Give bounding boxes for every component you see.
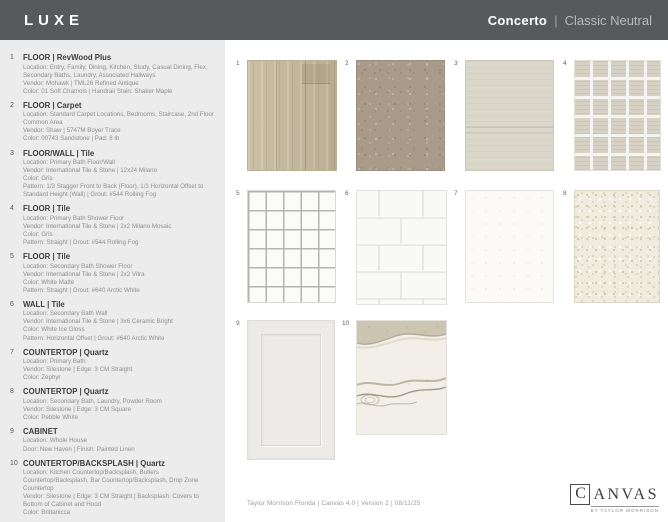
spec-item-floor-carpet — [10, 101, 217, 144]
spec-location: Location: Primary Bath — [23, 358, 86, 366]
spec-color: Color: Gris — [23, 230, 53, 238]
spec-title: COUNTERTOP | Quartz — [23, 387, 109, 397]
swatch-number: 10 — [342, 320, 350, 327]
spec-color: Color: Gris — [23, 175, 53, 183]
spec-pattern: Pattern: Straight | Grout: #544 Rolling Fog — [23, 239, 139, 246]
swatch-1-revwood — [236, 60, 337, 171]
spec-vendor: Vendor: Silestone | Edge: 3 CM Square — [23, 405, 131, 413]
swatch-5-white-mosaic — [236, 190, 336, 303]
swatch-3-milano-tile — [454, 60, 554, 171]
cabinet-door-panel — [261, 334, 321, 446]
spec-location: Location: Primary Bath Shower Floor — [23, 214, 125, 222]
spec-number: 1 — [10, 54, 14, 61]
canvas-wordmark — [567, 484, 659, 505]
spec-pattern: Pattern: Horizontal Offset | Grout: #640 Arctic White — [23, 334, 165, 342]
spec-vendor: Vendor: Silestone | Edge: 3 CM Straight | Backsplash: Covers to Bottom of Cabinet and Hood — [23, 493, 199, 509]
page-title — [488, 13, 652, 28]
swatch-number: 3 — [454, 60, 458, 67]
spec-number: 5 — [10, 253, 14, 261]
spec-title: WALL | Tile — [23, 299, 65, 309]
spec-title: FLOOR | Carpet — [23, 100, 82, 110]
spec-item-countertop-primary — [10, 348, 217, 383]
spec-number: 2 — [10, 101, 14, 109]
canvas-logo-letters: ANVAS — [593, 486, 659, 503]
spec-door-finish: Door: New Haven | Finish: Painted Linen — [23, 445, 135, 453]
white-mosaic-swatch-image — [247, 190, 336, 303]
spec-title: COUNTERTOP | Quartz — [23, 347, 109, 357]
spec-vendor: Vendor: International Tile & Stone | 2x2 Vitra — [23, 270, 145, 278]
canvas-logo-tagline: BY TAYLOR MORRISON — [590, 508, 659, 513]
spec-item-floor-tile-secondary — [10, 252, 217, 295]
swatch-4-milano-mosaic — [563, 60, 661, 171]
spec-title: COUNTERTOP/BACKSPLASH | Quartz — [23, 458, 165, 468]
spec-location: Location: Secondary Bath, Laundry, Powder Room — [23, 397, 162, 405]
spec-title: CABINET — [23, 426, 58, 436]
swatch-7-zephyr-quartz — [454, 190, 554, 303]
swatch-9-cabinet-door — [236, 320, 335, 460]
wood-swatch-image — [247, 60, 337, 171]
swatch-number: 6 — [345, 190, 349, 197]
spec-number: 10 — [10, 459, 18, 467]
brand-logo: LUXE — [24, 11, 85, 29]
spec-item-countertop-backsplash — [10, 459, 217, 518]
title-divider: | — [554, 12, 558, 28]
canvas-logo — [567, 484, 659, 513]
speckled-quartz-swatch-image — [574, 190, 660, 303]
spec-vendor: Vendor: Shaw | 5747M Boyer Trace — [23, 127, 121, 135]
collection-name: Concerto — [487, 12, 548, 28]
spec-color: Color: 01 Soft Chamois | Handrail Stain: Shaker Maple — [23, 87, 173, 95]
cabinet-door-swatch-image — [247, 320, 335, 460]
spec-item-countertop-secondary — [10, 387, 217, 422]
spec-item-floor-revwood — [10, 53, 217, 96]
swatch-number: 8 — [563, 190, 567, 197]
spec-location: Location: Entry, Family, Dining, Kitchen, Study, Casual Dining, Flex, Secondary Baths, Laundry, Associated Hallways — [23, 63, 208, 79]
palette-name: Classic Neutral — [564, 12, 652, 28]
spec-number: 6 — [10, 300, 14, 308]
canvas-logo-boxed-c: C — [570, 484, 590, 505]
spec-number: 7 — [10, 348, 14, 356]
large-tile-swatch-image — [465, 60, 554, 171]
swatch-6-subway-tile — [345, 190, 447, 305]
swatch-number: 5 — [236, 190, 240, 197]
spec-number: 4 — [10, 205, 14, 213]
spec-color: Color: Pebble White — [23, 413, 79, 421]
spec-vendor: Vendor: Mohawk | TML26 Refined Antique — [23, 79, 139, 87]
spec-location: Location: Primary Bath Floor/Wall — [23, 159, 115, 166]
plain-quartz-swatch-image — [465, 190, 554, 303]
spec-vendor: Vendor: Silestone | Edge: 3 CM Straight — [23, 366, 133, 374]
spec-vendor: Vendor: International Tile & Stone | 12x24 Milano — [23, 167, 158, 175]
swatch-2-carpet — [345, 60, 445, 171]
spec-location: Location: Whole House — [23, 437, 87, 445]
swatch-board — [225, 40, 668, 522]
swatch-number: 1 — [236, 60, 240, 67]
swatch-number: 7 — [454, 190, 458, 197]
spec-item-wall-tile — [10, 300, 217, 343]
spec-title: FLOOR | Tile — [23, 252, 71, 262]
swatch-10-brittanicca-quartz — [342, 320, 447, 435]
beige-mosaic-swatch-image — [574, 60, 661, 171]
spec-list-sidebar — [0, 40, 225, 522]
spec-pattern: Pattern: 1/3 Stagger Front to Back (Floor), 1/3 Horizontal Offset to Standard Height (Wall) | Grout: #544 Rolling Fog — [23, 183, 204, 199]
spec-pattern: Pattern: Straight | Grout: #640 Arctic White — [23, 286, 140, 294]
spec-vendor: Vendor: International Tile & Stone | 2x2 Milano Mosaic — [23, 222, 172, 230]
spec-vendor: Vendor: International Tile & Stone | 3x6 Ceramic Bright — [23, 318, 173, 326]
carpet-swatch-image — [356, 60, 445, 171]
spec-location: Location: Secondary Bath Wall — [23, 310, 108, 318]
spec-title: FLOOR | RevWood Plus — [23, 53, 112, 62]
spec-item-floorwall-tile — [10, 149, 217, 200]
spec-item-cabinet — [10, 427, 217, 454]
swatch-8-pebble-white-quartz — [563, 190, 660, 303]
spec-location: Location: Secondary Bath Shower Floor — [23, 262, 133, 270]
spec-location: Location: Kitchen Countertop/Backsplash, Butlers Countertop/Backsplash, Bar Countertop/Backsplash, Drop Zone Countertop — [23, 469, 199, 493]
swatch-number: 9 — [236, 320, 240, 327]
spec-location: Location: Standard Carpet Locations, Bedrooms, Staircase, 2nd Floor Common Area — [23, 111, 214, 127]
spec-title: FLOOR | Tile — [23, 204, 71, 214]
swatch-number: 4 — [563, 60, 567, 67]
spec-color: Color: White Matte — [23, 278, 75, 286]
spec-color: Color: Zephyr — [23, 374, 61, 382]
spec-number: 8 — [10, 388, 14, 396]
spec-number: 9 — [10, 427, 14, 435]
spec-item-floor-tile-primary — [10, 204, 217, 247]
swatch-number: 2 — [345, 60, 349, 67]
spec-number: 3 — [10, 149, 14, 157]
subway-tile-swatch-image — [356, 190, 447, 305]
spec-color: Color: 00743 Sandstone | Pad: 8 lb — [23, 135, 120, 143]
spec-title: FLOOR/WALL | Tile — [23, 148, 95, 158]
app-header — [0, 0, 668, 40]
spec-color: Color: White Ice Gloss — [23, 326, 85, 334]
document-footer-note: Taylor Morrison Florida | Canvas 4.0 | Version 2 | 08/11/25 — [247, 500, 421, 507]
spec-color: Color: Brittanicca — [23, 509, 71, 517]
veined-quartz-swatch-image — [356, 320, 447, 435]
wood-plank-patch — [302, 64, 330, 84]
